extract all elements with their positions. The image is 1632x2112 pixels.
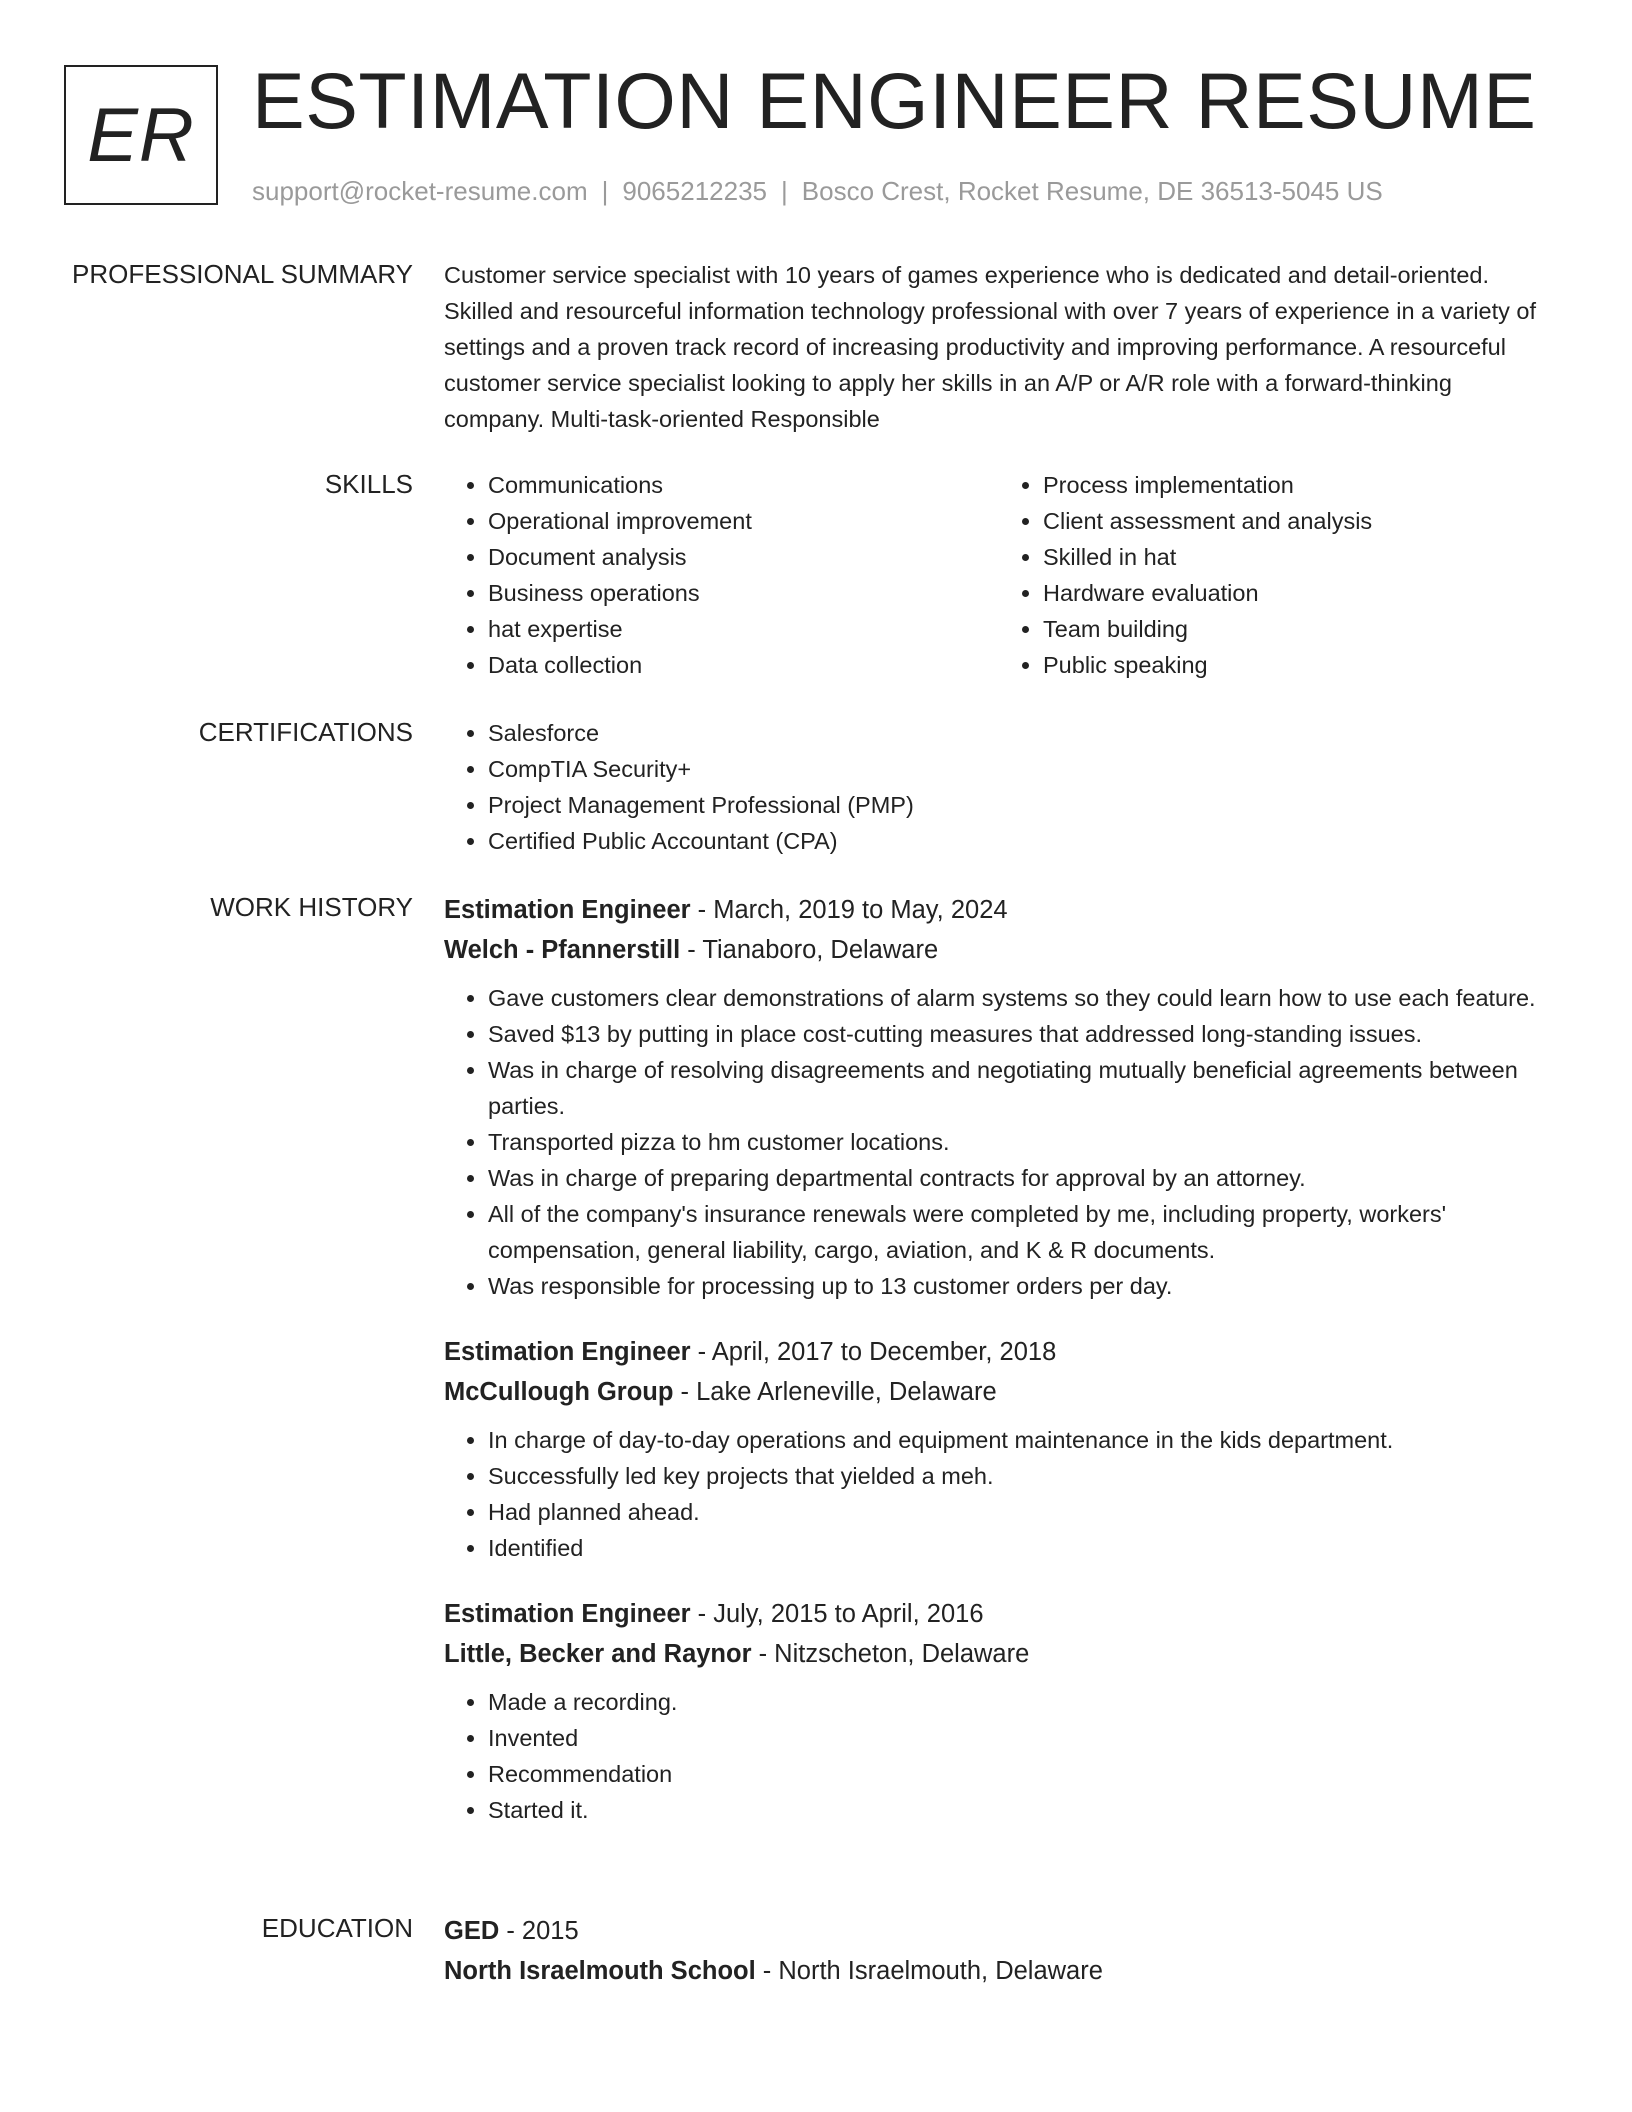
education-school-line — [444, 1951, 1554, 1991]
contact-line — [252, 174, 1383, 208]
list-item: • Had planned ahead. — [488, 1494, 1554, 1530]
list-item: • Communications — [488, 467, 999, 503]
list-item: • Successfully led key projects that yielded a meh. — [488, 1458, 1554, 1494]
list-item: • All of the company's insurance renewals were completed by me, including property, workers' compensation, general liability, cargo, aviation, and K & R documents. — [488, 1196, 1554, 1268]
job-title: Estimation Engineer — [444, 896, 691, 924]
job-entry — [444, 890, 1554, 1304]
job-bullets — [444, 1422, 1554, 1566]
contact-separator: | — [781, 176, 788, 206]
job-location: - Tianaboro, Delaware — [680, 936, 939, 964]
list-item: • Client assessment and analysis — [1043, 503, 1554, 539]
skills-columns — [444, 467, 1554, 683]
section-label: WORK HISTORY — [210, 892, 413, 922]
list-item: • Document analysis — [488, 539, 999, 575]
education-location: - North Israelmouth, Delaware — [755, 1957, 1103, 1985]
skills-list-left — [444, 467, 999, 683]
job-company-line — [444, 1372, 1554, 1412]
list-item: • Certified Public Accountant (CPA) — [488, 823, 1554, 859]
list-item: • Invented — [488, 1720, 1554, 1756]
job-dates: - July, 2015 to April, 2016 — [690, 1600, 984, 1628]
section-label: SKILLS — [324, 469, 413, 499]
contact-phone: 9065212235 — [622, 176, 767, 206]
list-item: • Transported pizza to hm customer locations. — [488, 1124, 1554, 1160]
list-item: • CompTIA Security+ — [488, 751, 1554, 787]
education-degree: GED — [444, 1917, 500, 1945]
list-item: • In charge of day-to-day operations and equipment maintenance in the kids department. — [488, 1422, 1554, 1458]
education-year: - 2015 — [499, 1917, 579, 1945]
section-label: CERTIFICATIONS — [198, 717, 413, 747]
list-item: • Saved $13 by putting in place cost-cutting measures that addressed long-standing issues. — [488, 1016, 1554, 1052]
education-degree-line — [444, 1911, 1554, 1951]
list-item: • Identified — [488, 1530, 1554, 1566]
section-label: EDUCATION — [261, 1913, 413, 1943]
job-title: Estimation Engineer — [444, 1600, 691, 1628]
job-company-line — [444, 930, 1554, 970]
job-entry — [444, 1332, 1554, 1566]
job-dates: - March, 2019 to May, 2024 — [690, 896, 1008, 924]
skills-list-right — [999, 467, 1554, 683]
list-item: • Public speaking — [1043, 647, 1554, 683]
job-title-line — [444, 890, 1554, 930]
job-title: Estimation Engineer — [444, 1338, 691, 1366]
list-item: • Was responsible for processing up to 13 customer orders per day. — [488, 1268, 1554, 1304]
list-item: • Hardware evaluation — [1043, 575, 1554, 611]
section-content — [444, 257, 1554, 437]
contact-separator: | — [601, 176, 609, 206]
list-item: • hat expertise — [488, 611, 999, 647]
list-item: • Salesforce — [488, 715, 1554, 751]
list-item: • Project Management Professional (PMP) — [488, 787, 1554, 823]
section-content — [444, 1911, 1554, 1991]
list-item: • Team building — [1043, 611, 1554, 647]
job-company: Welch - Pfannerstill — [444, 936, 681, 964]
job-company-line — [444, 1634, 1554, 1674]
list-item: • Business operations — [488, 575, 999, 611]
job-bullets — [444, 1684, 1554, 1828]
certifications-list — [444, 715, 1554, 859]
monogram-badge — [64, 65, 218, 205]
list-item: • Started it. — [488, 1792, 1554, 1828]
section-label: PROFESSIONAL SUMMARY — [72, 259, 413, 289]
list-item: • Recommendation — [488, 1756, 1554, 1792]
summary-text: Customer service specialist with 10 years of games experience who is dedicated and detail-oriented. Skilled and resourceful information technology professional with over 7 years of experience in a variety of settings and a proven track record of increasing productivity and improving performance. A resourceful customer service specialist looking to apply her skills in an A/P or A/R role with a forward-thinking company. Multi-task-oriented Responsible — [444, 262, 1537, 432]
section-content — [444, 715, 1554, 859]
list-item: • Data collection — [488, 647, 999, 683]
list-item: • Operational improvement — [488, 503, 999, 539]
list-item: • Was in charge of resolving disagreements and negotiating mutually beneficial agreements between parties. — [488, 1052, 1554, 1124]
contact-address: Bosco Crest, Rocket Resume, DE 36513-5045 US — [801, 176, 1383, 206]
education-school: North Israelmouth School — [444, 1957, 756, 1985]
job-title-line — [444, 1332, 1554, 1372]
list-item: • Gave customers clear demonstrations of alarm systems so they could learn how to use each feature. — [488, 980, 1554, 1016]
list-item: • Process implementation — [1043, 467, 1554, 503]
job-dates: - April, 2017 to December, 2018 — [690, 1338, 1057, 1366]
job-location: - Nitzscheton, Delaware — [751, 1640, 1030, 1668]
list-item: • Skilled in hat — [1043, 539, 1554, 575]
resume-title: ESTIMATION ENGINEER RESUME — [252, 56, 1537, 145]
job-entry — [444, 1594, 1554, 1828]
job-bullets — [444, 980, 1554, 1304]
list-item: • Was in charge of preparing departmental contracts for approval by an attorney. — [488, 1160, 1554, 1196]
job-location: - Lake Arleneville, Delaware — [673, 1378, 997, 1406]
initials: ER — [87, 92, 195, 178]
job-company: Little, Becker and Raynor — [444, 1640, 752, 1668]
job-company: McCullough Group — [444, 1378, 674, 1406]
job-title-line — [444, 1594, 1554, 1634]
list-item: • Made a recording. — [488, 1684, 1554, 1720]
section-content — [444, 890, 1554, 1828]
contact-email: support@rocket-resume.com — [252, 176, 588, 206]
